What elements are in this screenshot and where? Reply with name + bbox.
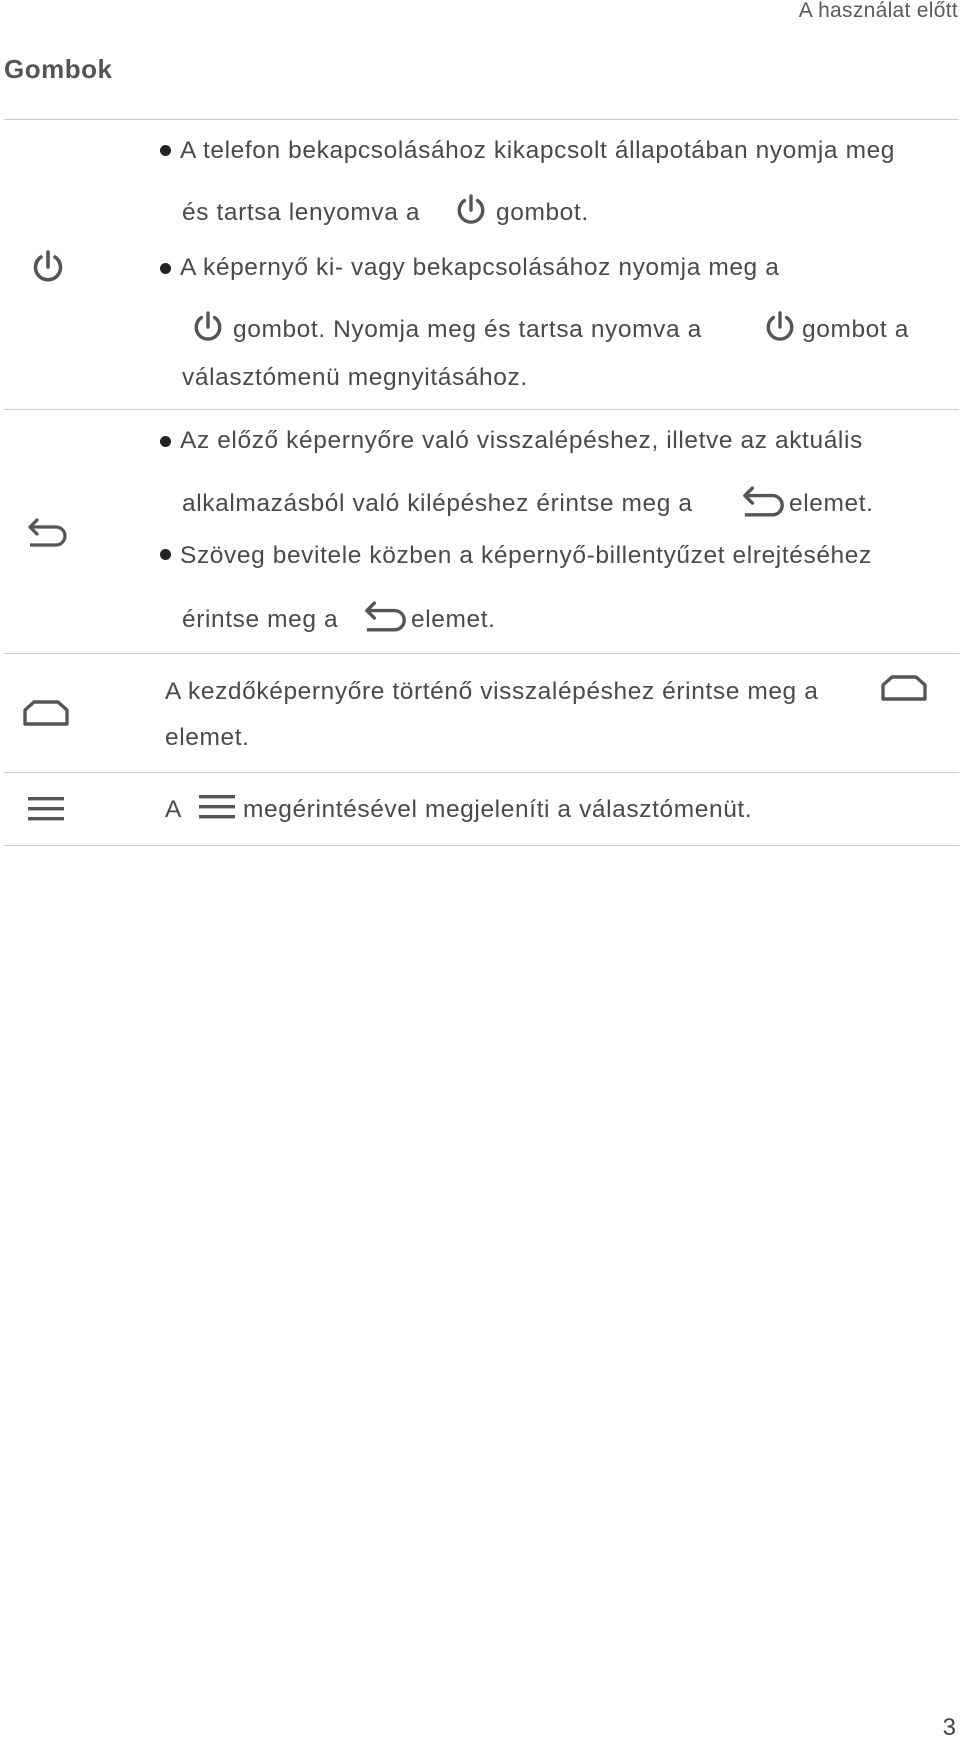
table-rule: [4, 409, 959, 410]
paragraph-line: gombot. Nyomja meg és tartsa nyomva a: [233, 316, 702, 343]
paragraph-line: elemet.: [411, 606, 496, 633]
home-icon: [22, 699, 70, 727]
paragraph-line: alkalmazásból való kilépéshez érintse meg a: [182, 490, 693, 517]
table-rule: [4, 772, 959, 773]
power-icon: [31, 249, 65, 285]
bullet: [160, 436, 171, 447]
paragraph-line: elemet.: [789, 490, 874, 517]
paragraph-line: választómenü megnyitásához.: [182, 364, 528, 391]
power-icon: [455, 192, 487, 228]
paragraph-line: Az előző képernyőre való visszalépéshez, illetve az aktuális: [180, 427, 863, 454]
paragraph-line: A kezdőképernyőre történő visszalépéshez érintse meg a: [165, 678, 819, 705]
bullet: [160, 263, 171, 274]
paragraph-line: gombot a: [802, 316, 909, 343]
power-icon: [764, 309, 796, 345]
back-icon: [26, 518, 68, 548]
back-icon: [740, 486, 786, 518]
running-header: A használat előtt: [798, 0, 958, 22]
back-icon: [362, 601, 408, 633]
menu-icon: [198, 793, 236, 821]
paragraph-line: A telefon bekapcsolásához kikapcsolt állapotában nyomja meg: [180, 137, 896, 164]
bullet: [160, 145, 171, 156]
paragraph-line: A: [165, 796, 182, 823]
table-bottom-rule: [4, 845, 959, 846]
home-icon: [879, 674, 929, 702]
paragraph-line: elemet.: [165, 724, 250, 751]
paragraph-line: és tartsa lenyomva a: [182, 199, 421, 226]
menu-icon: [27, 795, 65, 823]
bullet: [160, 549, 171, 560]
table-top-rule: [4, 119, 959, 120]
paragraph-line: A képernyő ki- vagy bekapcsolásához nyomja meg a: [180, 254, 780, 281]
page-number: 3: [942, 1714, 956, 1741]
paragraph-line: érintse meg a: [182, 606, 339, 633]
table-rule: [4, 653, 959, 654]
paragraph-line: gombot.: [496, 199, 589, 226]
section-title: Gombok: [4, 54, 113, 84]
power-icon: [192, 309, 224, 345]
paragraph-line: megérintésével megjeleníti a választómenüt.: [243, 796, 753, 823]
paragraph-line: Szöveg bevitele közben a képernyő-billentyűzet elrejtéséhez: [180, 542, 872, 569]
